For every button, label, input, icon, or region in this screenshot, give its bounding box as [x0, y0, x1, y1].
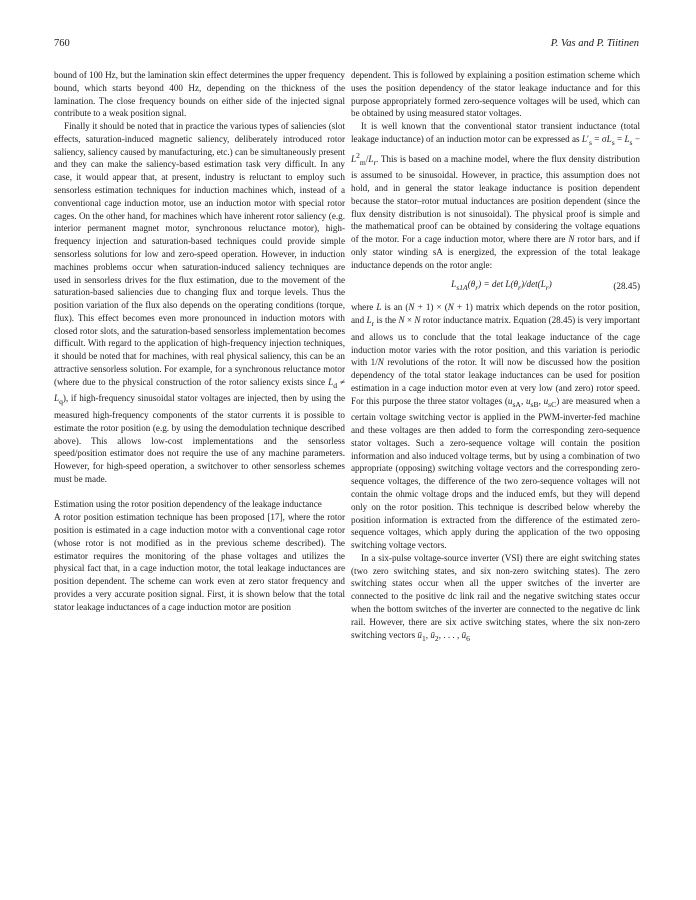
equation-number: (28.45): [613, 281, 640, 292]
left-paragraph-1: bound of 100 Hz, but the lamination skin effect determines the upper frequency bound, which starts beyond 400 Hz, depending on the thickness of the lamination. The close frequency bounds on either side of the injected signal contribute to a weak position signal.: [54, 70, 345, 119]
left-paragraph-3: A rotor position estimation technique has been proposed [17], where the rotor position is estimated in a cage induction motor with a conventional cage rotor (whose rotor is not modified as in the previous scheme described). The estimator requires the monitoring of the phase voltages and utilizes the physical fact that, in a cage induction motor, the total leakage inductances are position dependent. The scheme can work even at zero stator frequency and provides a very accurate position signal. First, it is shown below that the total stator leakage inductances of a cage induction motor are position: [54, 512, 345, 612]
running-authors: P. Vas and P. Tiitinen: [550, 38, 639, 49]
right-column: [351, 69, 640, 645]
equation-28-45: [351, 278, 640, 294]
equation-body: $L_{s1A}(\theta_r) = \det L(\theta_r)/\det(L_r)$: [451, 279, 552, 292]
right-paragraph-2: It is well known that the conventional stator transient inductance (total leakage inductance) of an induction motor can be expressed as $L'_s = \sigma L_s = L_s - L^2_m/L_r$. This is based on a machine model, where the flux density distribution is assumed to be sinusoidal. However, in practice, this assumption does not hold, and in general the stator leakage inductance is position dependent because the stator–rotor mutual inductances are position dependent (since the flux density distribution is not sinusoidal). The physical proof is simple and the mathematical proof can be obtained by considering the voltage equations of the motor. For a cage induction motor, where there are N rotor bars, and if only stator winding sA is energized, the expression of the total leakage inductance depends on the rotor angle:: [351, 121, 640, 270]
section-title: Estimation using the rotor position dependency of the leakage inductance: [54, 499, 322, 510]
left-paragraph-2: Finally it should be noted that in practice the various types of saliencies (slot effects, saturation-induced magnetic saliency, deliberately introduced rotor saliency, saliency caused by manufacturing, etc.) can be simultaneously present and they can make the saliency-based estimation task very difficult. In any case, it would appear that, at present, industry is reluctant to employ such sensorless estimation techniques for induction machines which, instead of a conventional cage induction motor, use an induction motor with special rotor cages. On the other hand, for machines which have inherent rotor saliency (e.g. interior permanent magnet motor, synchronous reluctance motor), high-frequency injection and saturation-based techniques could provide simple sensorless solutions for low and zero-speed operation. However, in induction machines problems occur when saturation-induced saliency techniques are used in sensorless drives for the flux estimation, due to the movement of the saturation-based saliencies due to changing flux and torque levels. Thus the position variation of the flux also depends on the operating conditions (torque, flux). This effect becomes even more pronounced in induction motors with closed rotor slots, and the saturation-based sensorless implementation becomes difficult. With regard to the application of high-frequency injection techniques, it should be noted that for machines, with real physical saliency, this can be an attractive sensorless solution. For example, for a synchronous reluctance motor (where due to the physical construction of the rotor saliency exists since $L_d \ne L_q$), if high-frequency sinusoidal stator voltages are injected, then by using the measured high-frequency components of the stator currents it is possible to estimate the rotor position (e.g. by using the demodulation technique described above). This allows low-cost implementations and the sensorless speed/position estimator does not require the use of any machine parameters. However, for high-speed operation, a switchover to other sensorless schemes must be made.: [54, 121, 346, 484]
page-number: 760: [54, 38, 70, 49]
right-paragraph-1: dependent. This is followed by explaining a position estimation scheme which uses the position dependency of the stator leakage inductance and for this purpose appropriately formed zero-sequence voltages will be used, which can be obtained by using measured stator voltages.: [351, 70, 640, 119]
left-column: [54, 69, 345, 613]
right-paragraph-4: In a six-pulse voltage-source inverter (VSI) there are eight switching states (two zero switching states, and six non-zero switching states). The zero switching states occur when all the upper switches of the inverter are connected to the positive dc link rail and the negative switching states occur when the bottom switches of the inverter are connected to the negative dc link rail. However, there are six active switching states, where the six non-zero switching vectors $ū_1$, $ū_2$, . . . , $ū_6$: [351, 552, 640, 643]
right-paragraph-3: where L is an (N + 1) × (N + 1) matrix which depends on the rotor position, and $L_r$ is the N × N rotor inductance matrix. Equation (28.45) is very important and allows us to conclude that the total leakage inductance of the cage induction motor varies with the rotor position, and this variation is periodic with 1/N revolutions of the rotor. It will now be discussed how the position dependency of the total stator leakage inductances can be used for position estimation in a cage induction motor even at very low (and zero) rotor speed. For this purpose the three stator voltages ($u_{sA}$, $u_{sB}$, $u_{sC}$) are measured when a certain voltage switching vector is applied in the PWM-inverter-fed machine and these voltages are then added to form the corresponding zero-sequence stator voltages. Such a zero-sequence voltage will contain the position information and also induced voltage terms, but by using a combination of two appropriate (opposing) switching voltage vectors and the corresponding zero-sequence voltages, the difference of the two zero-sequence voltages will not contain the ohmic voltage drops and the induced emfs, but they will depend only on the rotor position. This technique is described below whereby the position information is extracted from the difference of the estimated zero-sequence voltages, which apply during the application of the two opposing switching voltage vectors.: [351, 302, 641, 551]
page-header: [54, 38, 639, 52]
